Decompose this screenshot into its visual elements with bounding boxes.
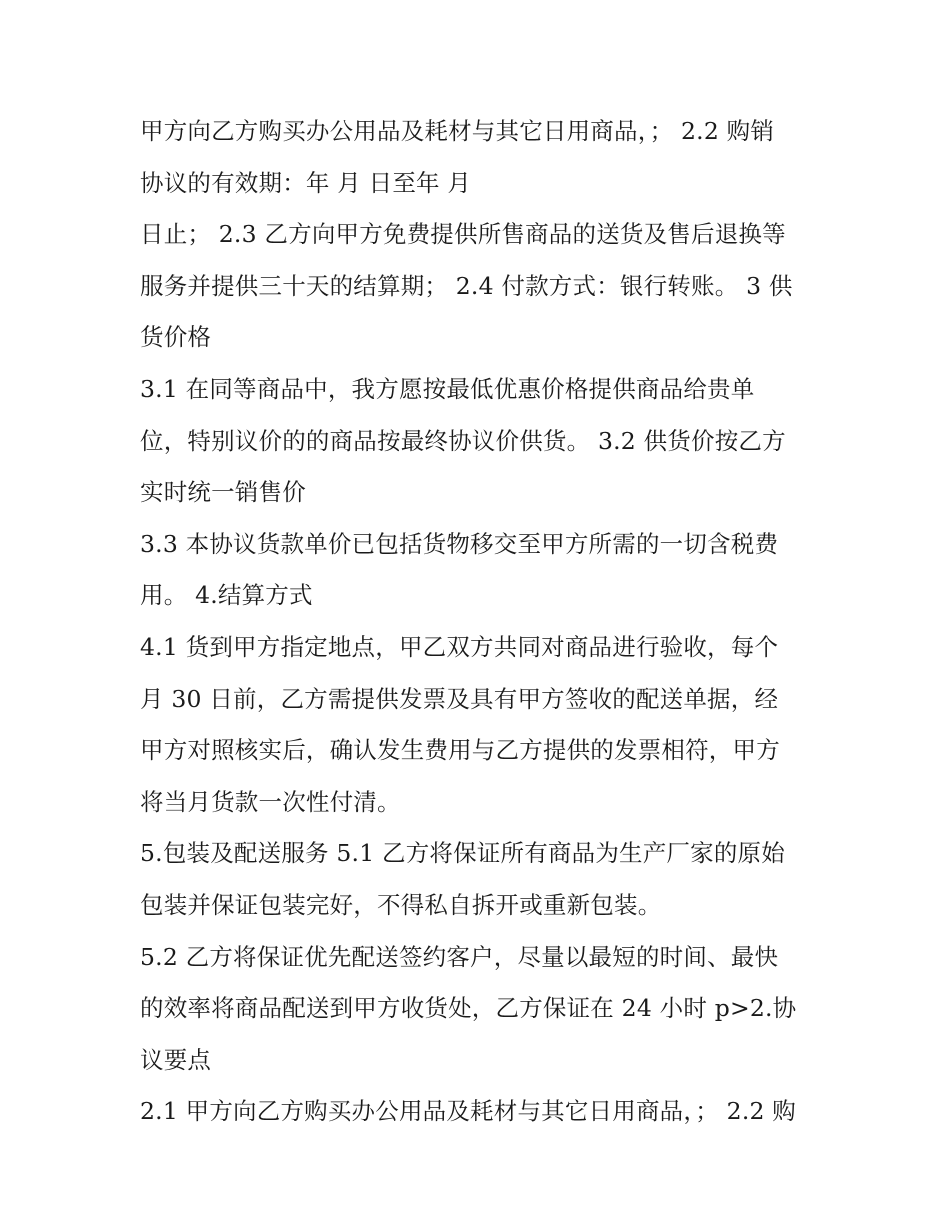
text-line: 甲方向乙方购买办公用品及耗材与其它日用商品，； 2.2 购销 [140, 117, 775, 145]
text-line: 5.包装及配送服务 5.1 乙方将保证所有商品为生产厂家的原始 [140, 839, 785, 868]
text-line: 甲方对照核实后，确认发生费用与乙方提供的发票相符，甲方 [140, 736, 780, 765]
text-line: 将当月货款一次性付清。 [140, 787, 401, 816]
text-line: 实时统一销售价 [140, 478, 306, 507]
text-line: 位，特别议价的的商品按最终协议价供货。 3.2 供货价按乙方 [140, 426, 786, 455]
text-line: 的效率将商品配送到甲方收货处，乙方保证在 24 小时 p>2.协 [140, 994, 797, 1023]
text-line: 月 30 日前，乙方需提供发票及具有甲方签收的配送单据，经 [140, 684, 779, 713]
text-line: 2.1 甲方向乙方购买办公用品及耗材与其它日用商品，； 2.2 购 [140, 1097, 797, 1126]
text-line: 议要点 [140, 1045, 212, 1074]
text-line: 服务并提供三十天的结算期； 2.4 付款方式：银行转账。 3 供 [140, 271, 793, 300]
text-line: 包装并保证包装完好，不得私自拆开或重新包装。 [140, 890, 662, 919]
document-body [140, 106, 820, 1138]
text-line: 3.3 本协议货款单价已包括货物移交至甲方所需的一切含税费 [140, 529, 779, 558]
text-line: 3.1 在同等商品中，我方愿按最低优惠价格提供商品给贵单 [140, 374, 755, 403]
text-line: 货价格 [140, 323, 212, 352]
text-line: 协议的有效期：年 月 日至年 月 [140, 168, 472, 197]
text-line: 用。 4.结算方式 [140, 581, 313, 610]
text-line: 4.1 货到甲方指定地点，甲乙双方共同对商品进行验收，每个 [140, 632, 779, 661]
text-line: 日止； 2.3 乙方向甲方免费提供所售商品的送货及售后退换等 [140, 220, 786, 249]
text-line: 5.2 乙方将保证优先配送签约客户，尽量以最短的时间、最快 [140, 942, 779, 971]
